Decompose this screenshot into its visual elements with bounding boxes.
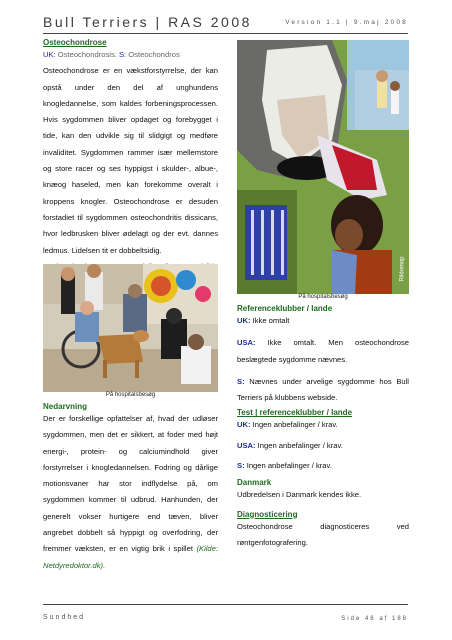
ref-s-text: Nævnes under arvelige sygdomme hos Bull Terriers på klubbens webside. bbox=[237, 376, 409, 403]
s-name: Osteochondros bbox=[128, 50, 180, 59]
s-prefix: S: bbox=[118, 50, 129, 59]
nedarvning-source: (Kilde: Netdyredoktor.dk). bbox=[43, 544, 218, 570]
test-usa-prefix: USA: bbox=[237, 440, 258, 450]
nedarvning-paragraph bbox=[43, 411, 218, 574]
ref-usa-text: Ikke omtalt. Men osteochondrose beslægtede sygdomme nævnes. bbox=[237, 338, 410, 364]
test-uk-text: Ingen anbefalinger / krav. bbox=[252, 420, 338, 430]
right-photo-caption: På hospitalsbesøg bbox=[298, 294, 348, 300]
test-s-line bbox=[237, 458, 409, 474]
version-label: Version 1.1 | 9.maj 2008 bbox=[285, 19, 408, 26]
test-s-prefix: S: bbox=[237, 461, 247, 471]
ref-s-prefix: S: bbox=[237, 376, 250, 386]
section-heading-test: Test | referenceklubber / lande bbox=[237, 408, 353, 418]
uk-prefix: UK: bbox=[43, 50, 58, 59]
test-s-text: Ingen anbefalinger / krav. bbox=[246, 461, 332, 471]
section-heading-nedarvning: Nedarvning bbox=[43, 402, 88, 411]
page-number: Side 48 af 188 bbox=[341, 616, 408, 622]
danmark-text: Udbredelsen i Danmark kendes ikke. bbox=[237, 490, 362, 500]
hospital-visit-photo-left bbox=[43, 264, 218, 392]
section-heading-danmark: Danmark bbox=[237, 478, 272, 488]
test-usa-line bbox=[237, 438, 409, 454]
alt-names-line bbox=[43, 47, 218, 63]
section-heading-osteochondrose: Osteochondrose bbox=[43, 38, 107, 47]
diagnosticering-text: Osteochondrose diagnosticeres ved røntgenfotografering. bbox=[237, 521, 409, 547]
hospital-visit-photo-right bbox=[237, 40, 409, 294]
hospital-scene-illustration bbox=[43, 264, 218, 392]
osteo-paragraph: Osteochondrose er en vækstforstyrrelse, der kan opstå under den del af unghundens knogledannelse, som kaldes forbeningsprocessen. Hvis sygdommen bliver opdaget og forebygget i tide, kan den udvikle sig til slidgigt og medføre invaliditet. Sygdommen rammer især mellemstore og store racer og ses hyppigst i skulder-, albue-, knæog haseled, men kan forekomme overalt i kroppens knogler. Osteochondrose er desuden forstadiet til sygdommen osteochondritis dissicans, hvor ledbrusken bliver ødelagt og der evt. dannes ledmus. Lidelsen tit er dobbeltsidig. bbox=[43, 66, 218, 255]
photo-watermark: Rikkenop bbox=[399, 256, 406, 282]
footer-section-label: Sundhed bbox=[43, 614, 86, 621]
right-column bbox=[237, 304, 409, 551]
section-heading-referenceklubber: Referenceklubber / lande bbox=[237, 304, 333, 313]
test-usa-text: Ingen anbefalinger / krav. bbox=[257, 440, 343, 450]
left-photo-caption: På hospitalsbesøg bbox=[105, 392, 156, 398]
dog-and-child-illustration bbox=[237, 40, 409, 294]
ref-usa-prefix: USA: bbox=[237, 338, 268, 348]
nedarvning-text: Der er forskellige opfattelser af, hvad der udløser sygdommen, men det er sikkert, at foder med højt energi-, protein- og calciumindhold giver forstyrrelser i knogledannelsen. Fodring og dårlige motionsvaner har stor indflydelse på, om sygdommen kommer til udbrud. Hanhunden, der generelt vokser hurtigere end tæven, bliver angrebet dobbelt så hyppigt og overfodring, der fremmer væksten, er en vigtig brik i spillet bbox=[43, 414, 218, 554]
ref-s-line bbox=[237, 374, 409, 407]
section-heading-diagnosticering: Diagnosticering bbox=[237, 509, 298, 519]
document-title: Bull Terriers | RAS 2008 bbox=[43, 14, 252, 30]
ref-uk-text: Ikke omtalt bbox=[252, 316, 290, 325]
test-uk-prefix: UK: bbox=[237, 420, 253, 430]
uk-name: Osteochondrosis. bbox=[57, 50, 119, 59]
ref-uk-prefix: UK: bbox=[237, 316, 253, 325]
ref-usa-line bbox=[237, 335, 409, 368]
footer-divider bbox=[43, 604, 408, 605]
nedarvning-section bbox=[43, 402, 218, 574]
ref-uk-line bbox=[237, 313, 409, 329]
header-divider bbox=[43, 33, 408, 34]
test-uk-line bbox=[237, 417, 409, 433]
